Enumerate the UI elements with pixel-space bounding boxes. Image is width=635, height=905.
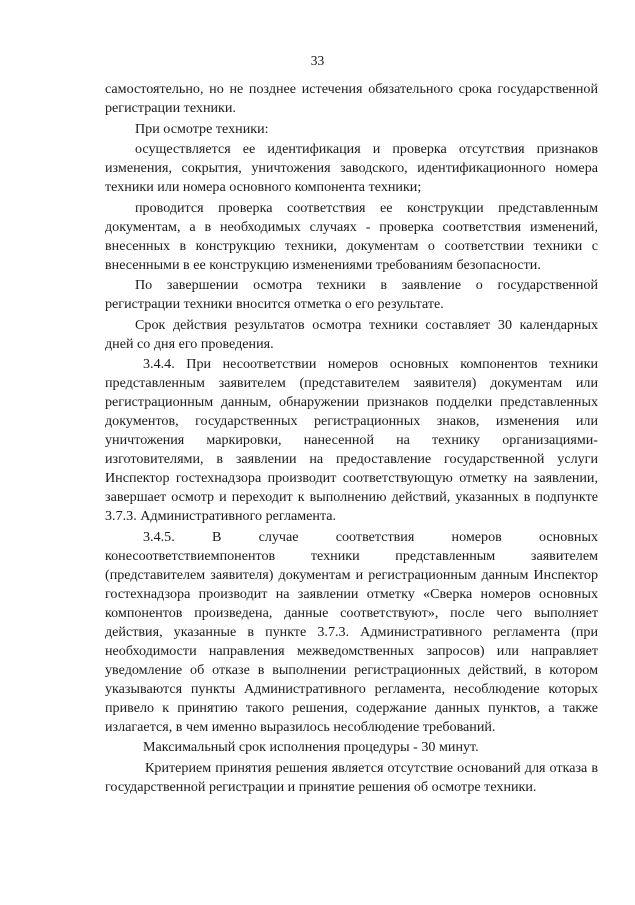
- paragraph-7: 3.4.4. При несоответствии номеров основных компонентов техники представленным заявителем (представителем заявителя) документам или регистрационным данным, обнаружении признаков подделки представленных документов, государственных регистрационных знаков, изменения или уничтожения маркировки, нанесенной на технику организациями-изготовителями, в заявлении на предоставление государственной услуги Инспектор гостехнадзора производит соответствующую отметку на заявлении, завершает осмотр и переходит к выполнению действий, указанных в подпункте 3.7.3. Административного регламента.: [105, 356, 598, 524]
- paragraph-5: По завершении осмотра техники в заявление о государственной регистрации техники вносится отметка о его результате.: [105, 277, 598, 312]
- page-number: 33: [310, 53, 325, 68]
- paragraph-10: Критерием принятия решения является отсутствие оснований для отказа в государственной регистрации и принятие решения об осмотре техники.: [105, 759, 598, 795]
- paragraph-8: 3.4.5. В случае соответствия номеров основных конесоответствиемпонентов техники представленным заявителем (представителем заявителя) документам и регистрационным данным Инспектор гостехнадзора производит на заявлении отметку «Сверка номеров основных компонентов произведена, данные соответствуют», после чего выполняет действия, указанные в пункте 3.7.3. Административного регламента (при необходимости направления межведомственных запросов) или направляет уведомление об отказе в выполнении регистрационных действий, в котором указываются пункты Административного регламента, несоблюдение которых привело к принятию такого решения, содержание данных пунктов, а также излагается, в чем именно выразилось несоблюдение требований.: [105, 528, 598, 735]
- paragraph-4: проводится проверка соответствия ее конструкции представленным документам, а в необходимых случаях - проверка соответствия изменений, внесенных в конструкцию техники, документам о соответствии техники с внесенными в ее конструкцию изменениями требованиям безопасности.: [105, 199, 598, 273]
- paragraph-3: осуществляется ее идентификация и проверка отсутствия признаков изменения, сокрытия, уничтожения заводского, идентификационного номера техники или номера основного компонента техники;: [105, 141, 598, 195]
- paragraph-6: Срок действия результатов осмотра техники составляет 30 календарных дней со дня его проведения.: [105, 316, 598, 352]
- paragraph-9: Максимальный срок исполнения процедуры - 30 минут.: [143, 739, 479, 755]
- body-text: [105, 80, 598, 797]
- paragraph-1: самостоятельно, но не позднее истечения обязательного срока государственной регистрации техники.: [105, 81, 598, 116]
- paragraph-2: При осмотре техники:: [135, 120, 269, 137]
